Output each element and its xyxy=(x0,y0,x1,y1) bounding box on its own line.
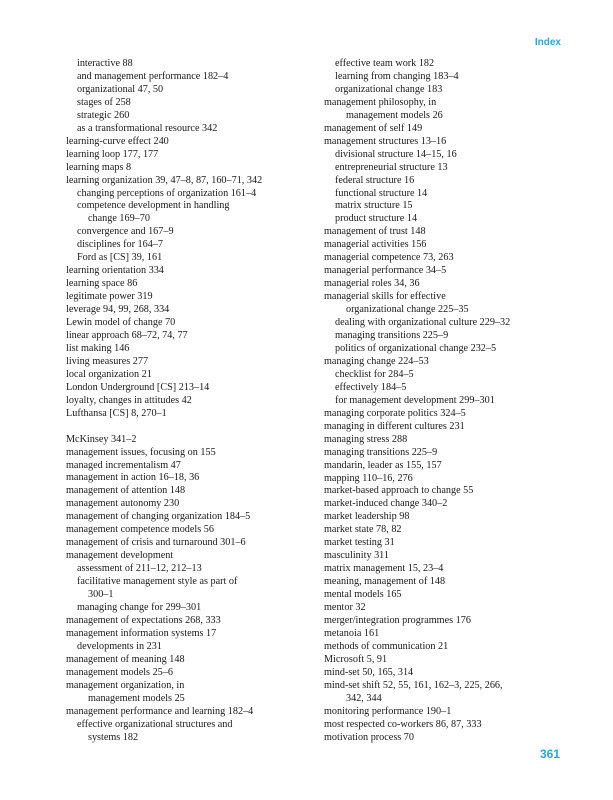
index-entry: management autonomy 230 xyxy=(66,498,180,510)
index-entry: management in action 16–18, 36 xyxy=(66,472,200,484)
index-entry: McKinsey 341–2 xyxy=(66,433,137,445)
index-entry: linear approach 68–72, 74, 77 xyxy=(66,330,188,342)
index-entry: mental models 165 xyxy=(324,589,402,601)
index-subentry: for management development 299–301 xyxy=(335,394,495,406)
index-entry: loyalty, changes in attitudes 42 xyxy=(66,394,192,406)
index-entry: matrix management 15, 23–4 xyxy=(324,563,444,575)
index-subentry: effective team work 182 xyxy=(335,58,435,69)
index-subentry: entrepreneurial structure 13 xyxy=(335,161,448,173)
index-entry: mentor 32 xyxy=(324,602,366,614)
index-entry: learning maps 8 xyxy=(66,161,132,173)
index-entry: market testing 31 xyxy=(324,537,395,549)
index-subentry: organizational change 183 xyxy=(335,83,443,95)
index-entry: living measures 277 xyxy=(66,355,149,367)
index-entry: legitimate power 319 xyxy=(66,291,153,303)
index-subentry: systems 182 xyxy=(88,731,139,743)
index-entry: market leadership 98 xyxy=(324,511,410,523)
index-subentry: functional structure 14 xyxy=(335,187,428,199)
index-entry: masculinity 311 xyxy=(324,550,389,562)
index-entry: methods of communication 21 xyxy=(324,640,449,652)
index-subentry: assessment of 211–12, 212–13 xyxy=(77,563,202,575)
index-entry: market state 78, 82 xyxy=(324,524,402,536)
index-entry: managerial performance 34–5 xyxy=(324,265,447,277)
index-entry: managing stress 288 xyxy=(324,433,408,445)
index-entry: management competence models 56 xyxy=(66,524,214,536)
index-subentry: effective organizational structures and xyxy=(77,718,233,730)
index-subentry: interactive 88 xyxy=(77,58,133,69)
index-subentry: facilitative management style as part of xyxy=(77,576,238,588)
index-subentry: and management performance 182–4 xyxy=(77,70,229,82)
index-entry: managerial activities 156 xyxy=(324,239,427,251)
page-number: 361 xyxy=(539,747,560,761)
index-subentry: convergence and 167–9 xyxy=(77,226,174,238)
index-entry: Lufthansa [CS] 8, 270–1 xyxy=(66,407,167,419)
index-entry: leverage 94, 99, 268, 334 xyxy=(66,304,170,316)
index-subentry: 342, 344 xyxy=(346,692,382,704)
index-entry: metanoia 161 xyxy=(324,627,380,639)
index-entry: management philosophy, in xyxy=(324,96,437,108)
index-subentry: strategic 260 xyxy=(77,109,130,121)
index-subentry: matrix structure 15 xyxy=(335,200,413,212)
index-subentry: management models 25 xyxy=(88,692,185,704)
index-entry: London Underground [CS] 213–14 xyxy=(66,381,210,393)
index-entry: managing in different cultures 231 xyxy=(324,420,465,432)
index-subentry: management models 26 xyxy=(346,109,443,121)
index-column-right xyxy=(324,58,576,745)
index-subentry: Ford as [CS] 39, 161 xyxy=(77,252,163,264)
index-entry: meaning, management of 148 xyxy=(324,576,446,588)
index-entry: motivation process 70 xyxy=(324,731,414,743)
index-entry: managing change 224–53 xyxy=(324,355,429,367)
index-subentry: federal structure 16 xyxy=(335,174,415,186)
index-entry: list making 146 xyxy=(66,342,130,354)
index-subentry: dealing with organizational culture 229–32 xyxy=(335,317,511,329)
index-entry: management models 25–6 xyxy=(66,666,173,678)
index-entry: learning space 86 xyxy=(66,278,138,290)
index-entry: managerial roles 34, 36 xyxy=(324,278,420,290)
index-entry: learning loop 177, 177 xyxy=(66,148,159,160)
index-entry: mapping 110–16, 276 xyxy=(324,472,413,484)
index-subentry: learning from changing 183–4 xyxy=(335,70,459,82)
index-subentry: developments in 231 xyxy=(77,640,162,652)
index-entry: market-based approach to change 55 xyxy=(324,485,474,497)
index-subentry: as a transformational resource 342 xyxy=(77,122,218,134)
index-subentry: divisional structure 14–15, 16 xyxy=(335,148,457,160)
index-entry: management issues, focusing on 155 xyxy=(66,446,216,458)
index-column-left xyxy=(66,58,318,745)
running-header-section: Index xyxy=(534,37,561,48)
index-entry: Microsoft 5, 91 xyxy=(324,653,388,665)
index-entry: learning-curve effect 240 xyxy=(66,135,169,147)
index-subentry: change 169–70 xyxy=(88,213,150,225)
index-entry: management information systems 17 xyxy=(66,627,217,639)
index-entry: managing corporate politics 324–5 xyxy=(324,407,466,419)
index-subentry: 300–1 xyxy=(88,589,114,601)
index-entry: Lewin model of change 70 xyxy=(66,317,176,329)
index-entry: mandarin, leader as 155, 157 xyxy=(324,459,442,471)
index-subentry: organizational change 225–35 xyxy=(346,304,469,316)
index-entry: local organization 21 xyxy=(66,368,152,380)
index-subentry: changing perceptions of organization 161–4 xyxy=(77,187,257,199)
index-entry: management of expectations 268, 333 xyxy=(66,614,221,626)
index-entry: mind-set shift 52, 55, 161, 162–3, 225, 266, xyxy=(324,679,503,691)
index-entry: management of attention 148 xyxy=(66,485,186,497)
index-subentry: disciplines for 164–7 xyxy=(77,239,164,251)
index-entry: most respected co-workers 86, 87, 333 xyxy=(324,718,482,730)
index-entry: merger/integration programmes 176 xyxy=(324,614,471,626)
index-subentry: checklist for 284–5 xyxy=(335,368,414,380)
index-entry: managerial competence 73, 263 xyxy=(324,252,454,264)
index-entry: learning orientation 334 xyxy=(66,265,164,277)
index-subentry: effectively 184–5 xyxy=(335,381,407,393)
index-subentry: managing transitions 225–9 xyxy=(335,330,449,342)
index-entry: management structures 13–16 xyxy=(324,135,447,147)
index-entry: management development xyxy=(66,550,174,562)
index-entry: management performance and learning 182–4 xyxy=(66,705,254,717)
index-entry: managed incrementalism 47 xyxy=(66,459,181,471)
index-entry: learning organization 39, 47–8, 87, 160–71, 342 xyxy=(66,174,263,186)
index-entry: market-induced change 340–2 xyxy=(324,498,448,510)
index-subentry: managing change for 299–301 xyxy=(77,602,202,614)
index-entry: monitoring performance 190–1 xyxy=(324,705,452,717)
index-entry: management organization, in xyxy=(66,679,185,691)
index-entry: managerial skills for effective xyxy=(324,291,446,303)
index-entry: mind-set 50, 165, 314 xyxy=(324,666,414,678)
index-entry: management of trust 148 xyxy=(324,226,426,238)
index-subentry: stages of 258 xyxy=(77,96,131,108)
index-entry: managing transitions 225–9 xyxy=(324,446,438,458)
index-subentry: product structure 14 xyxy=(335,213,418,225)
index-entry: management of self 149 xyxy=(324,122,423,134)
index-subentry: organizational 47, 50 xyxy=(77,83,164,95)
index-entry: management of crisis and turnaround 301–6 xyxy=(66,537,246,549)
index-entry: management of changing organization 184–5 xyxy=(66,511,251,523)
index-letter-gap xyxy=(66,421,318,434)
index-subentry: competence development in handling xyxy=(77,200,230,212)
index-entry: management of meaning 148 xyxy=(66,653,185,665)
index-subentry: politics of organizational change 232–5 xyxy=(335,342,497,354)
